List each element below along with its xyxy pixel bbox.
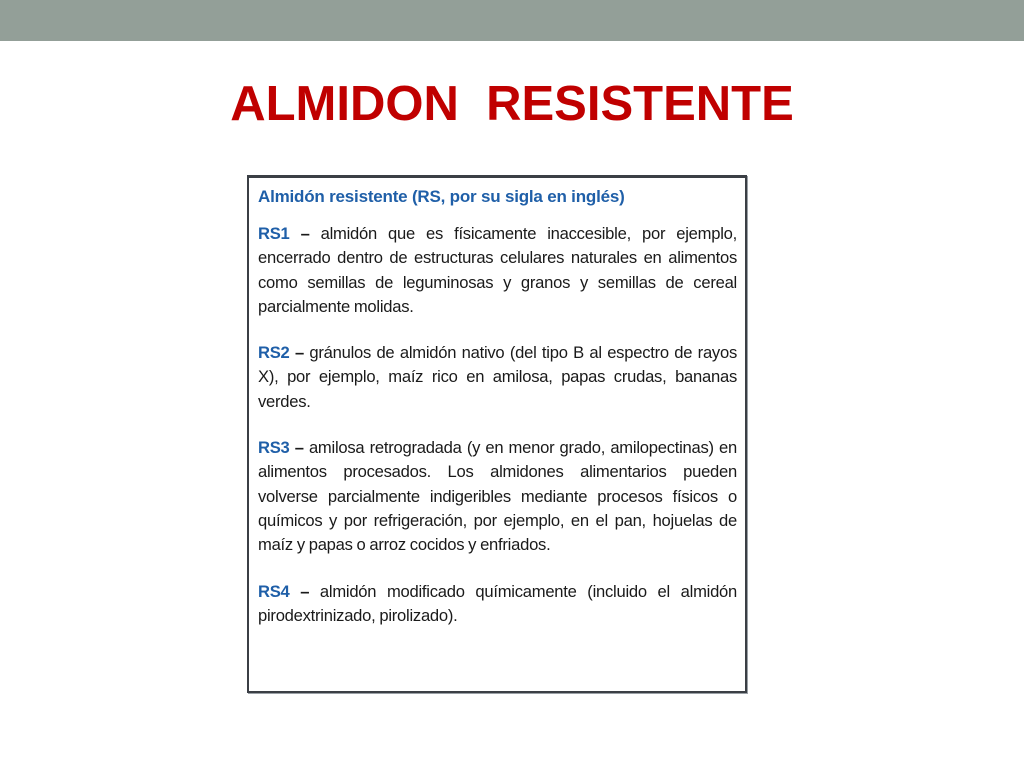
rs1-dash: – <box>289 224 321 243</box>
rs3-paragraph <box>258 436 737 557</box>
rs3-text: amilosa retrogradada (y en menor grado, amilopectinas) en alimentos procesados. Los almidones alimentarios pueden volverse parcialmente indigeribles mediante procesos físicos o químicos y por refrigeración, por ejemplo, en el pan, hojuelas de maíz y papas o arroz cocidos y enfriados. <box>258 438 737 555</box>
rs1-text: almidón que es físicamente inaccesible, por ejemplo, encerrado dentro de estructuras celulares naturales en alimentos como semillas de leguminosas y granos y semillas de cereal parcialmente molidas. <box>258 224 737 316</box>
rs2-paragraph <box>258 341 737 414</box>
rs2-dash: – <box>289 343 310 363</box>
rs1-code: RS1 <box>258 224 290 243</box>
rs2-text: gránulos de almidón nativo (del tipo B al espectro de rayos X), por ejemplo, maíz rico en amilosa, papas crudas, bananas verdes. <box>258 343 737 411</box>
box-heading: Almidón resistente (RS, por su sigla en inglés) <box>258 187 625 206</box>
slide-title: ALMIDON RESISTENTE <box>230 77 794 131</box>
rs4-paragraph <box>258 580 737 629</box>
rs2-code: RS2 <box>258 343 290 363</box>
top-decorative-bar <box>0 0 1024 41</box>
rs4-dash: – <box>289 581 320 601</box>
resistant-starch-box <box>247 175 747 693</box>
rs4-text: almidón modificado químicamente (incluido el almidón pirodextrinizado, pirolizado). <box>258 581 738 625</box>
rs3-code: RS3 <box>258 438 290 458</box>
rs4-code: RS4 <box>258 581 290 601</box>
rs1-paragraph <box>258 222 737 319</box>
rs3-dash: – <box>289 438 309 458</box>
